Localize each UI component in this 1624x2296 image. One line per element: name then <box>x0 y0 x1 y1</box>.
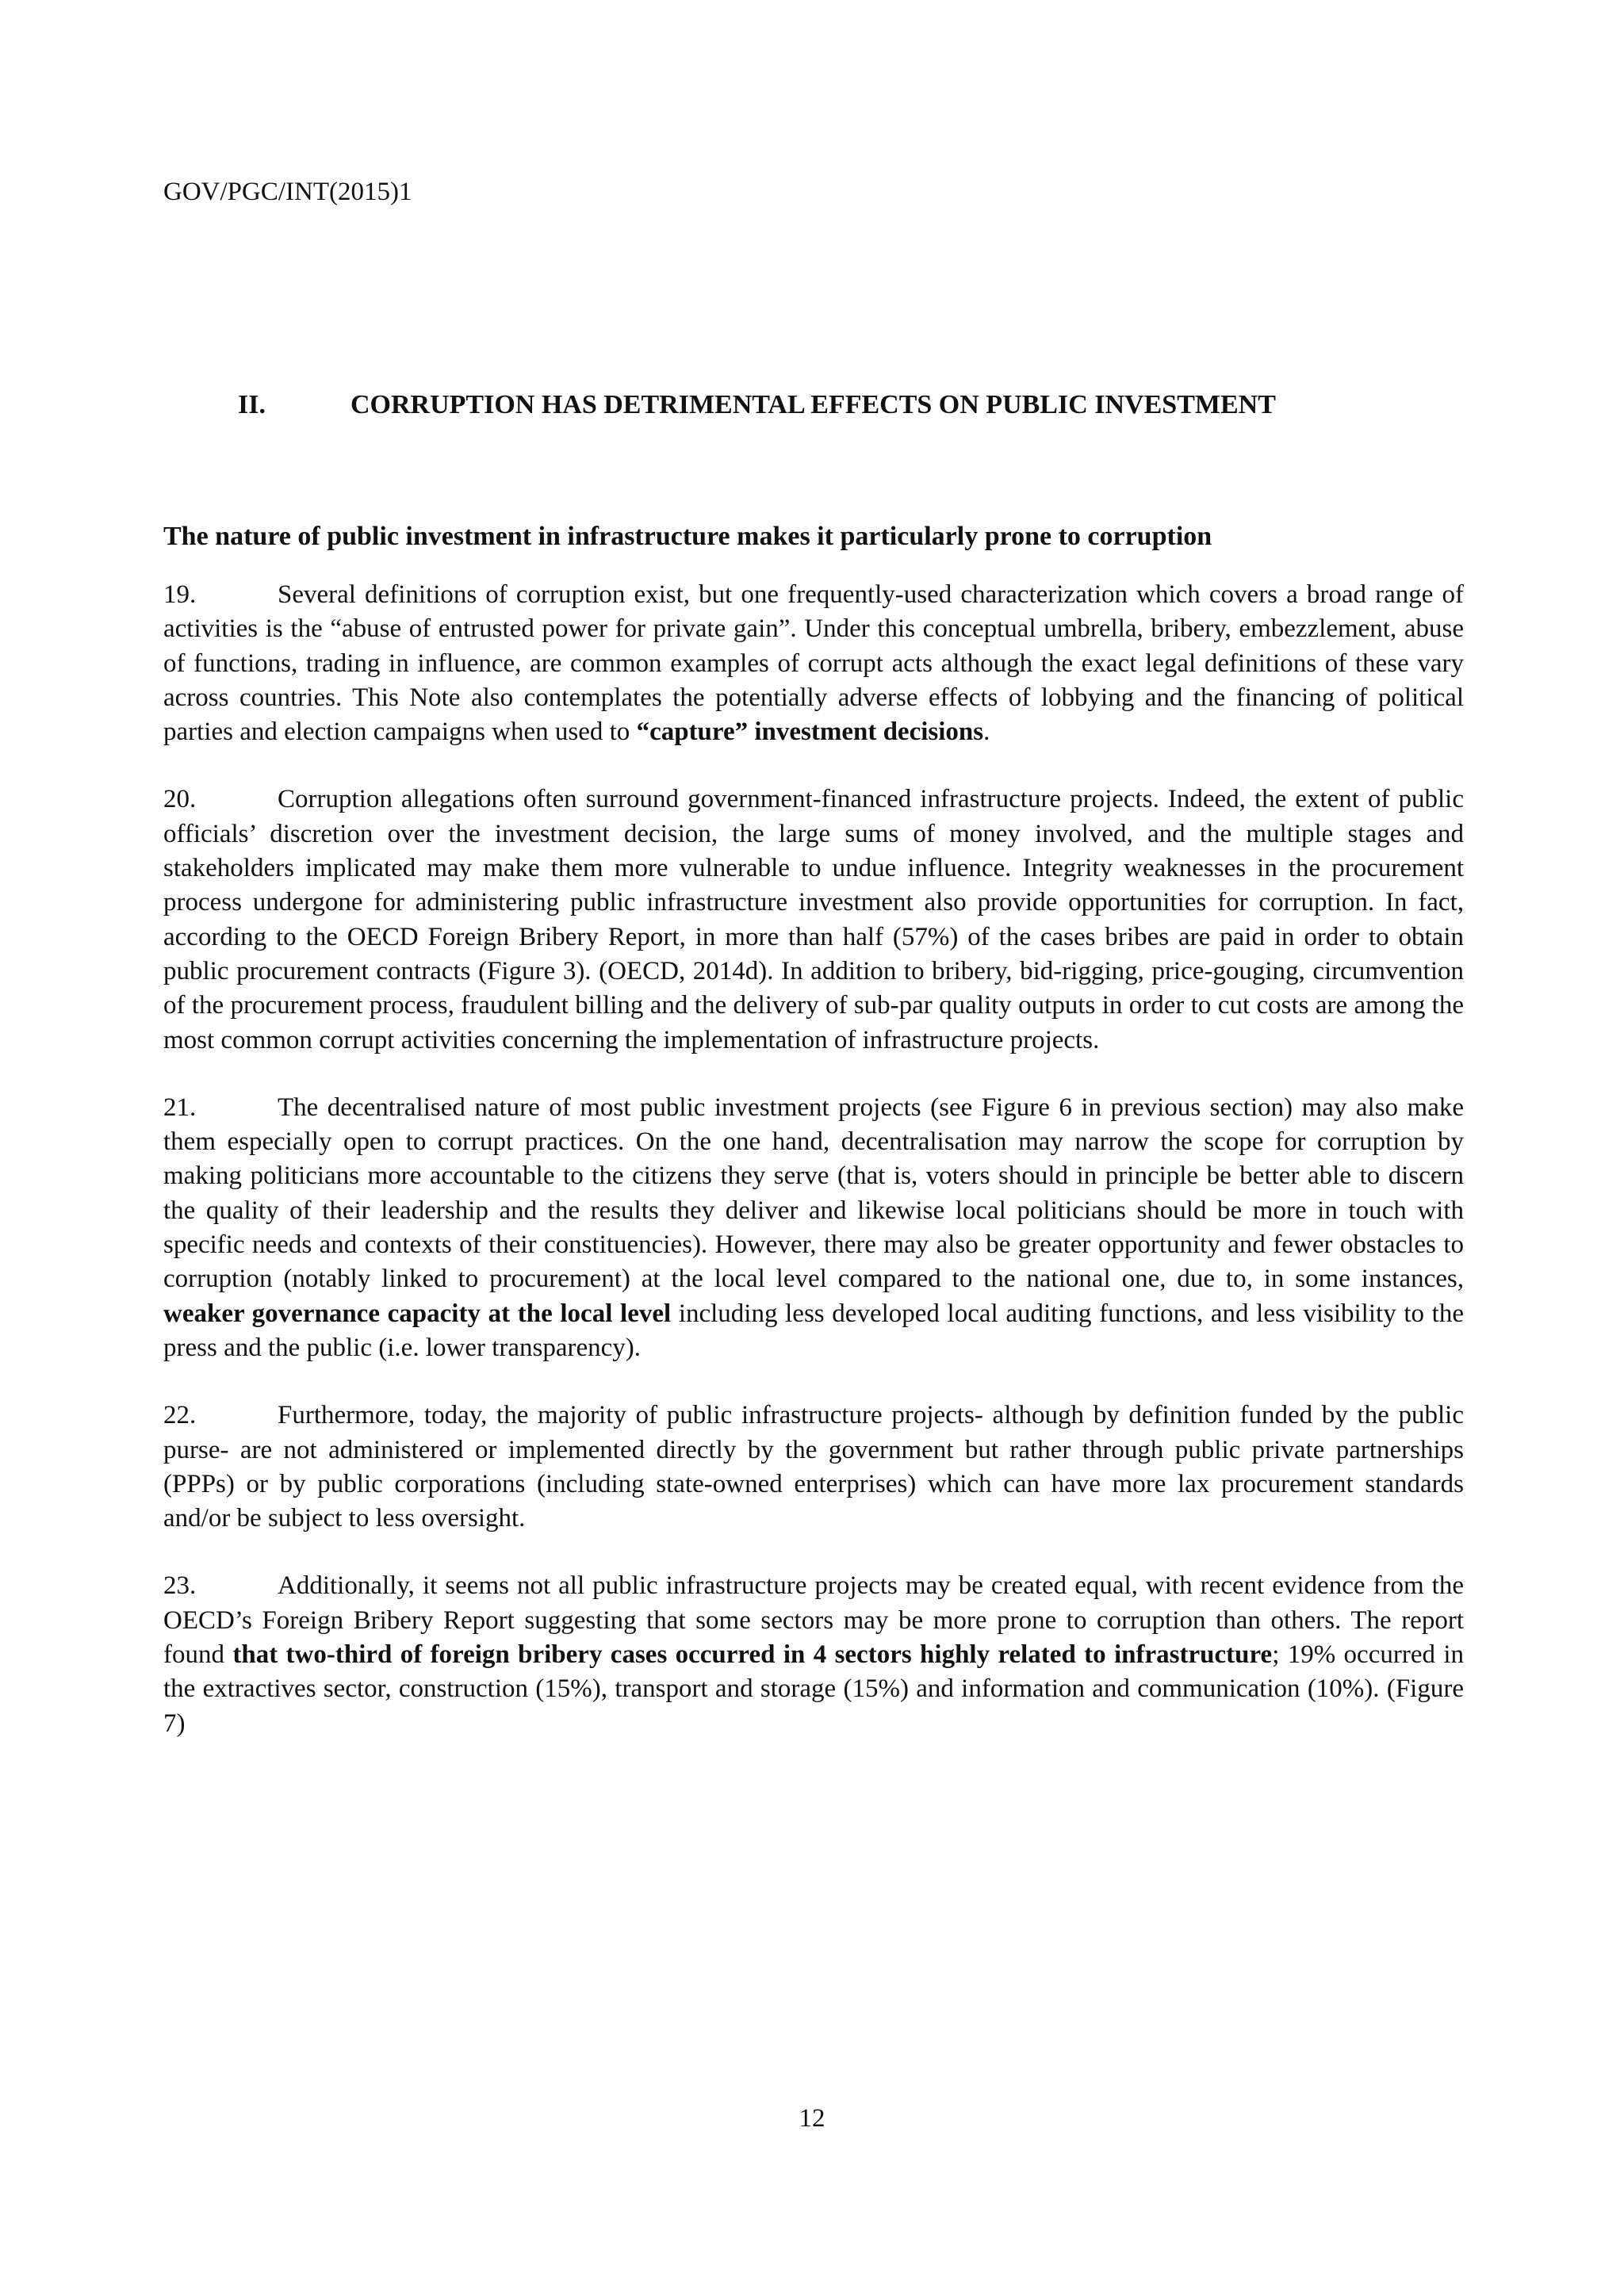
section-title: CORRUPTION HAS DETRIMENTAL EFFECTS ON PUBLIC INVESTMENT <box>350 390 1276 419</box>
paragraph-number: 20. <box>163 785 197 814</box>
body-content <box>163 519 1464 1774</box>
paragraph-text: Several definitions of corruption exist, but one frequently-used characterization which covers a broad range of activities is the “abuse of entrusted power for private gain”. Under this conceptual umbrella, bribery, embezzlement, abuse of functions, trading in influence, are common examples of corrupt acts although the exact legal definitions of these vary across countries. This Note also contemplates the potentially adverse effects of lobbying and the financing of political parties and election campaigns when used to <box>163 580 1464 747</box>
paragraph-number: 23. <box>163 1571 197 1601</box>
paragraph-text: Furthermore, today, the majority of public infrastructure projects- although by definition funded by the public purse- are not administered or implemented directly by the government but rather through public private partnerships (PPPs) or by public corporations (including state-owned enterprises) which can have more lax procurement standards and/or be subject to less oversight. <box>163 1401 1464 1533</box>
paragraph-bold-text: that two-third of foreign bribery cases occurred in 4 sectors highly related to infrastructure <box>232 1640 1273 1670</box>
paragraph-21 <box>163 1091 1464 1365</box>
paragraph-22 <box>163 1399 1464 1536</box>
paragraph-bold-text: “capture” investment decisions <box>636 718 984 747</box>
subheading: The nature of public investment in infrastructure makes it particularly prone to corruption <box>163 522 1212 551</box>
paragraph-23 <box>163 1569 1464 1740</box>
paragraph-text: Corruption allegations often surround government-financed infrastructure projects. Indeed, the extent of public officials’ discretion over the investment decision, the large sums of money involved, and the multiple stages and stakeholders implicated may make them more vulnerable to undue influence. Integrity weaknesses in the procurement process undergone for administering public infrastructure investment also provide opportunities for corruption. In fact, according to the OECD Foreign Bribery Report, in more than half (57%) of the cases bribes are paid in order to obtain public procurement contracts (Figure 3). (OECD, 2014d). In addition to bribery, bid-rigging, price-gouging, circumvention of the procurement process, fraudulent billing and the delivery of sub-par quality outputs in order to cut costs are among the most common corrupt activities concerning the implementation of infrastructure projects. <box>163 785 1464 1054</box>
section-number: II. <box>238 390 266 419</box>
page-number: 12 <box>799 2104 825 2133</box>
paragraph-text: including less developed local auditing functions, and less visibility to the press and the public (i.e. lower transparency). <box>163 1299 1464 1362</box>
paragraph-number: 22. <box>163 1401 197 1430</box>
section-heading <box>238 388 1475 422</box>
paragraph-text: ; 19% occurred in the extractives sector, construction (15%), transport and storage (15%) and information and communication (10%). (Figure 7) <box>163 1640 1465 1738</box>
paragraph-text: The decentralised nature of most public investment projects (see Figure 6 in previous section) may also make them especially open to corrupt practices. On the one hand, decentralisation may narrow the scope for corruption by making politicians more accountable to the citizens they serve (that is, voters should in principle be better able to discern the quality of their leadership and the results they deliver and likewise local politicians should be more in touch with specific needs and contexts of their constituencies). However, there may also be greater opportunity and fewer obstacles to corruption (notably linked to procurement) at the local level compared to the national one, due to, in some instances, <box>163 1093 1464 1294</box>
paragraph-text: . <box>983 718 990 747</box>
paragraph-bold-text: weaker governance capacity at the local level <box>163 1299 672 1328</box>
paragraph-number: 21. <box>163 1093 197 1122</box>
document-reference: GOV/PGC/INT(2015)1 <box>163 178 412 206</box>
paragraph-number: 19. <box>163 580 197 609</box>
paragraph-19 <box>163 578 1464 749</box>
paragraph-20 <box>163 783 1464 1057</box>
paragraph-text: Additionally, it seems not all public infrastructure projects may be created equal, with recent evidence from the OECD’s Foreign Bribery Report suggesting that some sectors may be more prone to corruption than others. The report found <box>163 1571 1464 1670</box>
